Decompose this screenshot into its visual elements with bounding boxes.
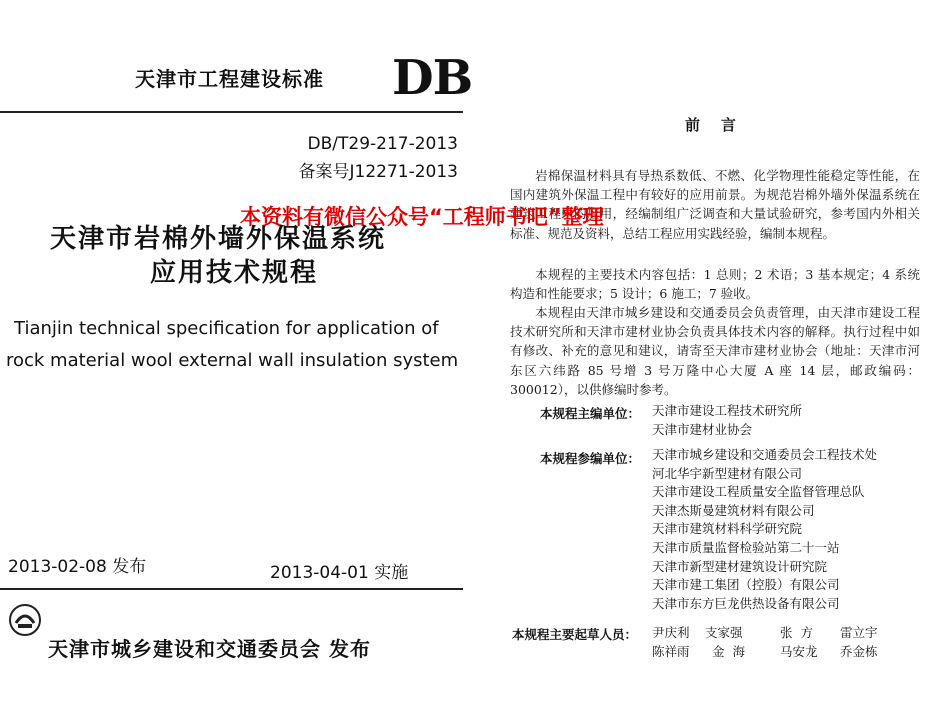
preface-paragraph-1: 岩棉保温材料具有导热系数低、不燃、化学物理性能稳定等性能，在国内建筑外保温工程中有较好的应用前景。为规范岩棉外墙外保温系统在建筑工程中的应用，经编制组广泛调查和大量试验研究，参考国内外相关标准、规范及资料，总结工程应用实践经验，编制本规程。: [510, 168, 920, 241]
effective-date: 2013-04-01 实施: [270, 563, 409, 583]
chief-unit: 天津市建材业协会: [652, 421, 753, 437]
preface-paragraph-3: 本规程由天津市城乡建设和交通委员会负责管理，由天津市建设工程技术研究所和天津市建材业协会负责具体技术内容的解释。执行过程中如有修改、补充的意见和建议，请寄至天津市建材业协会（地址：天津市河东区六纬路 85 号增 3 号万隆中心大厦 A 座 14 层，邮政编码：300012），以供修编时参考。: [510, 305, 920, 397]
participant-unit: 天津市建工集团（控股）有限公司: [652, 577, 840, 593]
participant-unit: 天津杰斯曼建筑材料有限公司: [652, 502, 815, 518]
standard-series: 天津市工程建设标准: [135, 67, 324, 91]
preface-title: 前 言: [685, 116, 736, 134]
drafter-name: 陈祥雨: [652, 644, 690, 659]
participant-unit: 天津市质量监督检验站第二十一站: [652, 539, 840, 555]
title-en-line1: Tianjin technical specification for application of: [14, 318, 439, 339]
participant-units-label: 本规程参编单位：: [540, 451, 641, 466]
drafters-label: 本规程主要起草人员：: [512, 627, 638, 642]
participant-unit: 河北华宇新型建材有限公司: [652, 465, 803, 481]
watermark-text: 本资料有微信公众号“工程师书吧”整理: [240, 205, 604, 229]
drafter-name: 尹庆利: [652, 625, 690, 640]
drafter-name: 支家强: [705, 625, 743, 640]
drafter-name: 乔金栋: [840, 644, 878, 659]
participant-unit: 天津市东方巨龙供热设备有限公司: [652, 595, 840, 611]
drafter-name: 张 方: [780, 625, 813, 640]
chief-units-label: 本规程主编单位：: [540, 406, 641, 421]
chief-units-list: [652, 402, 802, 439]
participant-unit: 天津市建筑材料科学研究院: [652, 521, 803, 537]
record-number: 备案号J12271-2013: [298, 162, 458, 182]
header-rule: [0, 111, 463, 113]
db-mark: DB: [392, 50, 473, 106]
participant-units-list: [652, 446, 877, 613]
title-cn-line2: 应用技术规程: [150, 258, 319, 288]
drafter-name: 马安龙: [780, 644, 818, 659]
participant-unit: 天津市新型建材建筑设计研究院: [652, 558, 828, 574]
preface-paragraph-2: 本规程的主要技术内容包括：1 总则；2 术语；3 基本规定；4 系统构造和性能要求；5 设计；6 施工；7 验收。: [510, 267, 920, 302]
issuer: 天津市城乡建设和交通委员会 发布: [48, 637, 371, 661]
participant-unit: 天津市城乡建设和交通委员会工程技术处: [652, 447, 878, 462]
drafter-name: 金 海: [712, 644, 745, 659]
publish-date: 2013-02-08 发布: [8, 557, 147, 577]
participant-unit: 天津市建设工程质量安全监督管理总队: [652, 484, 865, 500]
footer-rule: [0, 588, 463, 590]
title-en-line2: rock material wool external wall insulation system: [6, 350, 459, 371]
issuer-emblem-icon: [8, 603, 42, 637]
drafter-name: 雷立宇: [840, 625, 878, 640]
title-cn-line1: 天津市岩棉外墙外保温系统: [50, 224, 387, 254]
standard-code: DB/T29-217-2013: [307, 134, 458, 154]
chief-unit: 天津市建设工程技术研究所: [652, 403, 803, 418]
